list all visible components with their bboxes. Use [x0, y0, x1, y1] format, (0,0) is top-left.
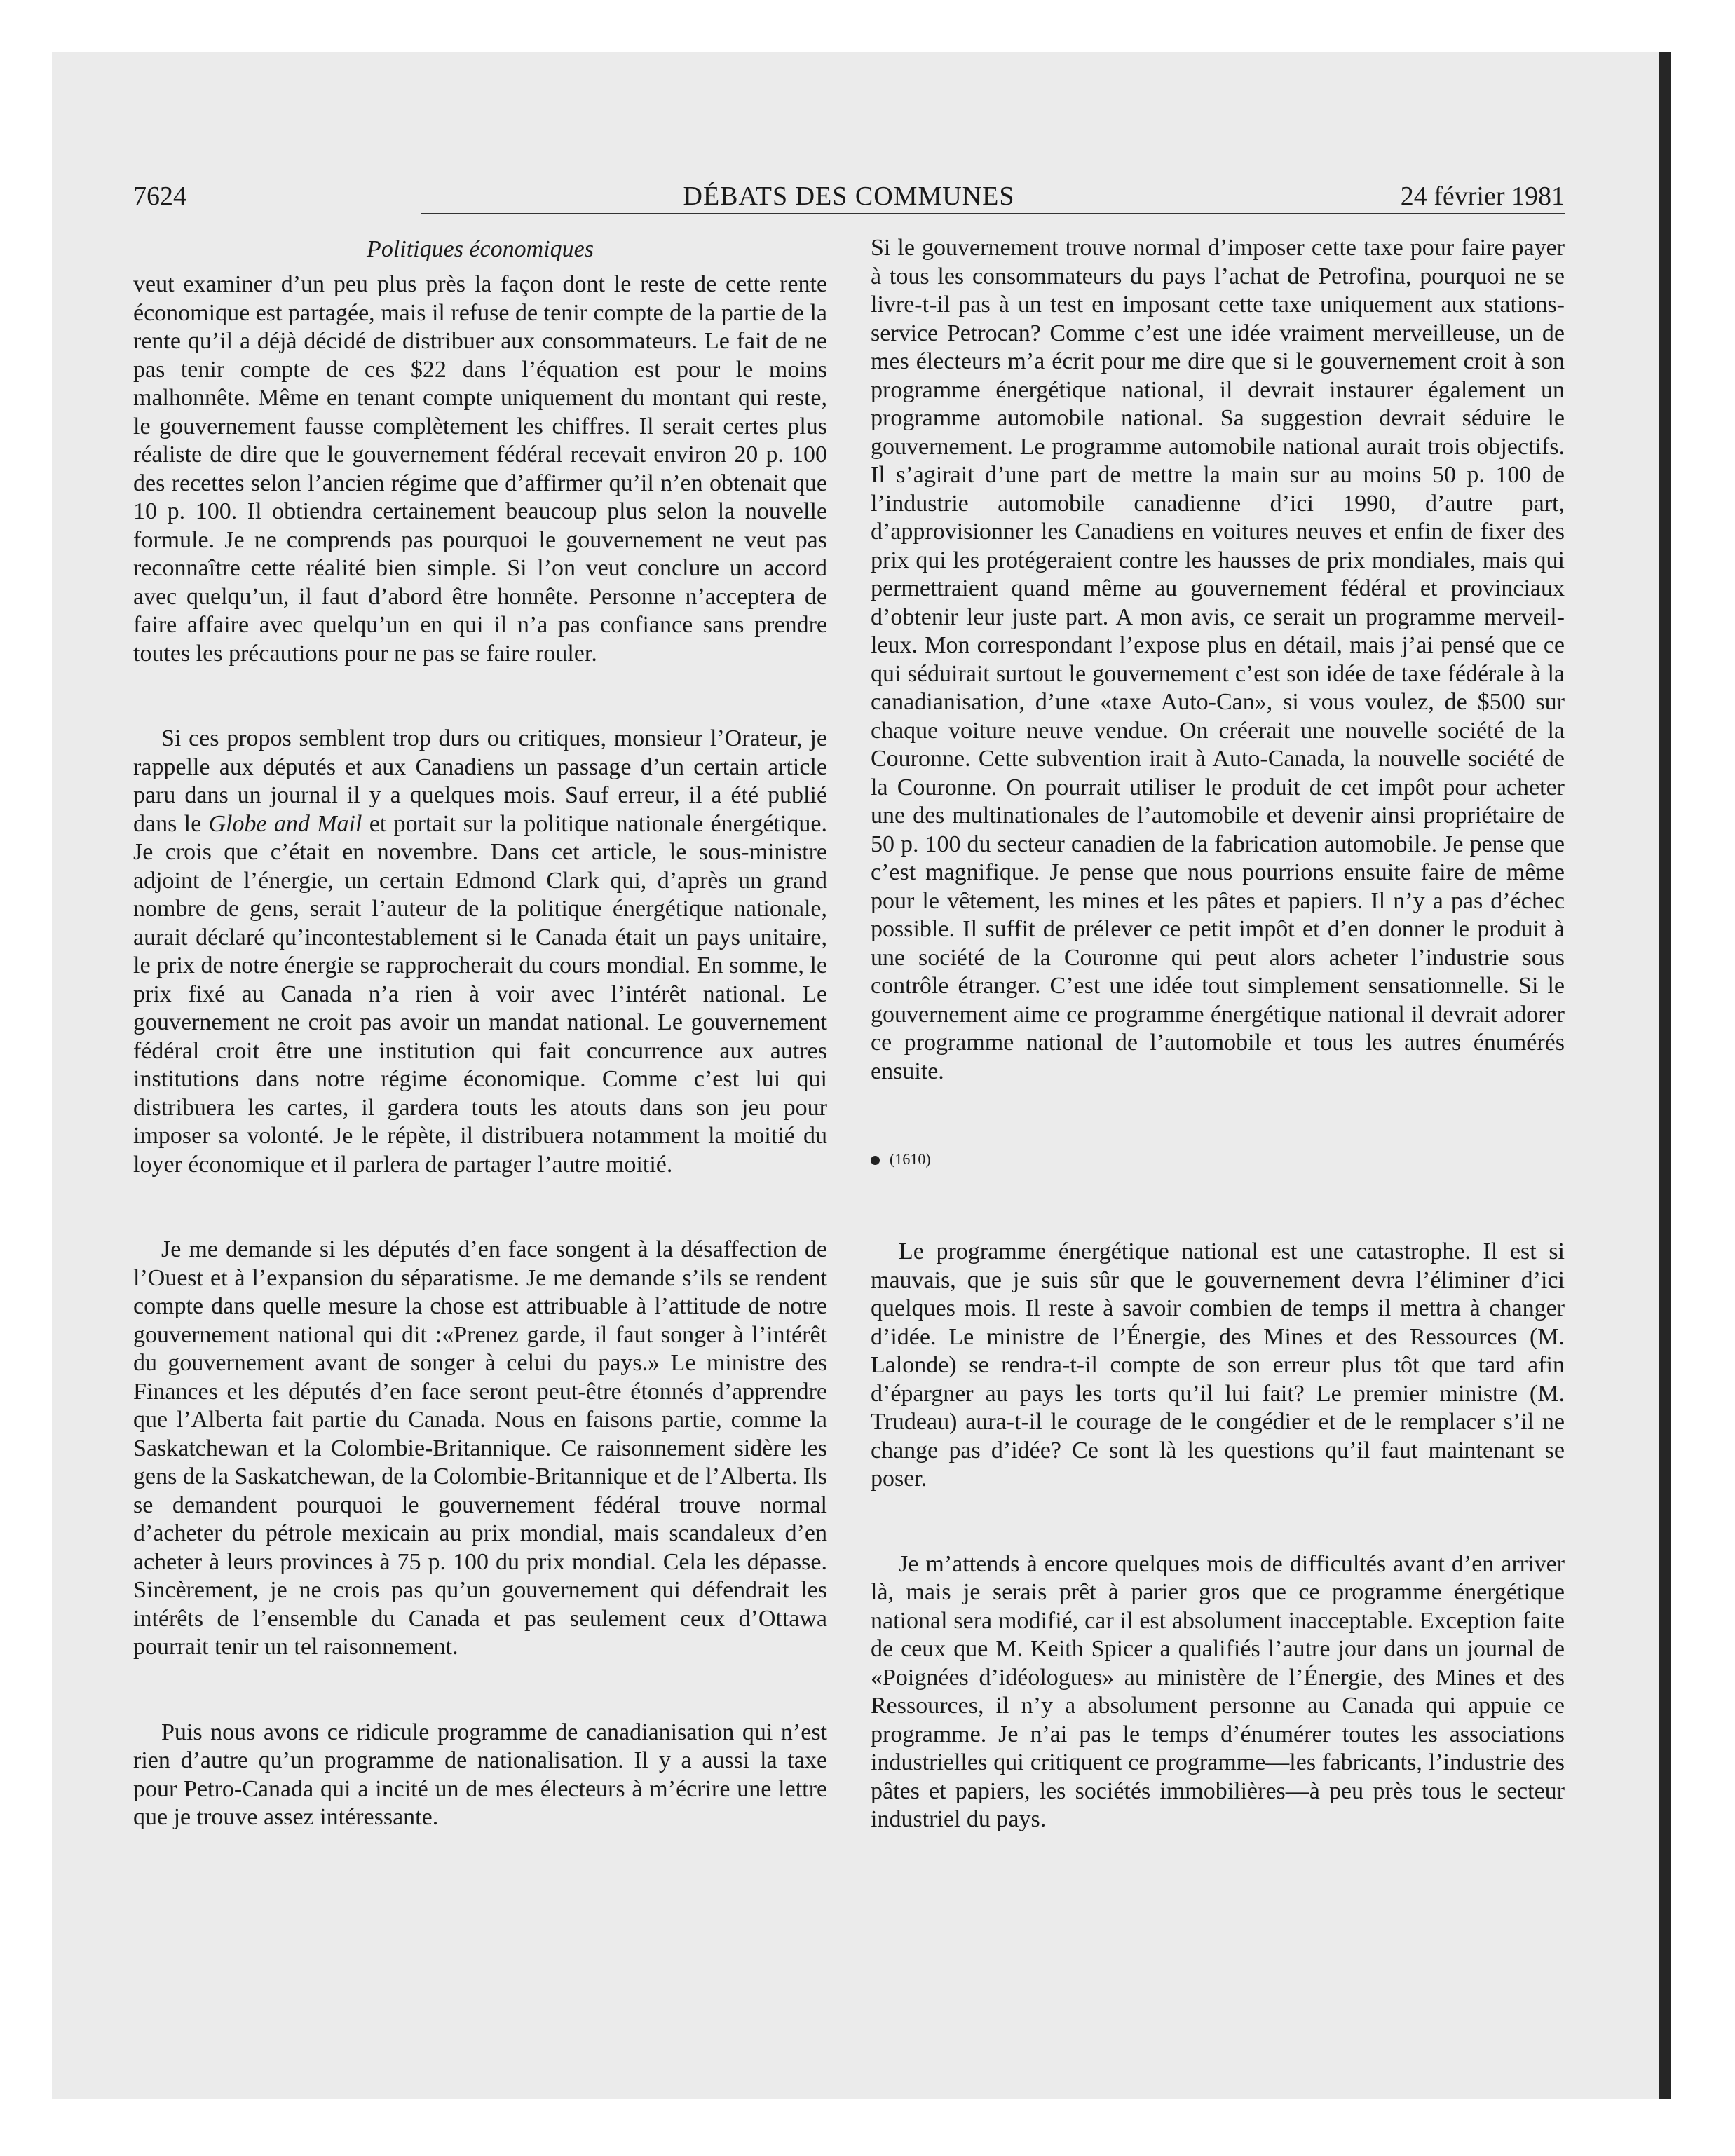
paragraph: Je m’attends à encore quelques mois de difficultés avant d’en arriver là, mais je serais prêt à parier gros que ce programme énergétique national sera modifié, car il est absolument inacceptable. Exception faite de ceux que M. Keith Spicer a qualifiés l’autre jour dans un journal de «Poignées d’idéologues» au ministère de l’Énergie, des Mines et des Ressources, il n’y a absolument personne au Canada qui appuie ce programme. Je n’ai pas le temps d’énumérer toutes les associations industrielles qui critiquent ce programme—les fabricants, l’industrie des pâtes et papiers, les sociétés immobilières—à peu près tous le secteur industriel du pays.: [871, 1550, 1565, 1832]
scan-edge-shadow: [1659, 52, 1671, 2099]
document-page: [133, 181, 1565, 1832]
time-marker: [871, 1145, 1565, 1173]
paragraph: Puis nous avons ce ridicule programme de canadianisation qui n’est rien d’autre qu’un programme de nationalisation. Il y a aussi la taxe pour Petro-Canada qui a incité un de mes électeurs à m’écrire une lettre que je trouve assez intéressante.: [133, 1719, 827, 1830]
section-title: Politiques économiques: [367, 236, 594, 262]
issue-date: 24 février 1981: [1400, 182, 1565, 211]
paragraph: Le programme énergétique national est une catastrophe. Il est si mauvais, que je suis sûr que le gouvernement devra l’éliminer d’ici quelques mois. Il reste à savoir combien de temps il mettra à changer d’idée. Le ministre de l’Énergie, des Mines et des Ressources (M. Lalonde) se rendra-t-il compte de son erreur plus tôt que tard afin d’épargner au pays les torts qu’il lui fait? Le premier ministre (M. Trudeau) aura-t-il le courage de le congédier et de le remplacer s’il ne change pas d’idée? Ce sont là les questions qu’il faut maintenant se poser.: [871, 1239, 1565, 1492]
left-column: [133, 234, 827, 1832]
header-rule: [421, 213, 1565, 214]
paragraph: Je me demande si les députés d’en face songent à la désaffection de l’Ouest et à l’expansion du séparatisme. Je me demande s’ils se rendent compte dans quelle mesure la chose est attribuable à l’attitude de notre gouvernement national qui dit :«Prenez garde, il faut songer à l’intérêt du gouvernement avant de songer à celui du pays.» Le ministre des Finances et les députés d’en face seront peut-être étonnés d’apprendre que l’Alberta fait partie du Canada. Nous en faisons partie, comme la Saskatchewan et la Colombie-Britannique. Ce raisonnement sidère les gens de la Saskatchewan, de la Colombie-Britannique et de l’Alberta. Ils se demandent pourquoi le gouvernement fédéral trouve normal d’acheter du pétrole mexicain au prix mondial, mais scandaleux d’en acheter à leurs provinces à 75 p. 100 du prix mondial. Cela les dépasse. Sincèrement, je ne crois pas qu’un gouvernement qui défendrait les intérêts de l’ensemble du Canada et pas seulement ceux d’Ottawa pourrait tenir un tel raisonnement.: [133, 1236, 827, 1660]
newspaper-name: Globe and Mail: [208, 810, 362, 837]
paragraph: Si le gouvernement trouve normal d’imposer cette taxe pour faire payer à tous les consommateurs du pays l’achat de Petrofina, pourquoi ne se livre-t-il pas à un test en imposant cette taxe uniquement aux stations-service Petrocan? Comme c’est une idée vraiment merveilleuse, un de mes électeurs m’a écrit pour me dire que si le gouvernement croit à son programme énergétique national, il devrait instaurer également un programme automobile national. Sa suggestion devrait séduire le gouvernement. Le programme automobile national aurait trois objectifs. Il s’agirait d’une part de mettre la main sur au moins 50 p. 100 de l’industrie automobile canadienne d’ici 1990, d’autre part, d’approvisionner les Canadiens en voitures neuves et enfin de fixer des prix qui les protégeraient contre les hausses de prix mondiales, mais qui permettraient quand même au gouvernement fédéral et provinciaux d’obtenir leur juste part. A mon avis, ce serait un programme merveilleux. Mon correspondant l’expose plus en détail, mais j’ai pensé que ce qui séduirait surtout le gouvernement c’est son idée de taxe fédérale à la canadianisation, d’une «taxe Auto-Can», si vous voulez, de $500 sur chaque voiture neuve vendue. On créerait une nouvelle société de la Couronne. Cette subvention irait à Auto-Canada, la nouvelle société de la Couronne. On pourrait utiliser le produit de cet impôt pour acheter une des multinationales de l’automobile et devenir ainsi propriétaire de 50 p. 100 du secteur canadien de la fabrication automobile. Je pense que c’est magnifique. Je pense que nous pourrions ensuite faire de même pour le vêtement, les mines et les pâtes et papiers. Il n’y a pas d’échec possible. Il suffit de prélever ce petit impôt et d’en donner le produit à une société de la Couronne qui peut alors acheter l’industrie sous contrôle étranger. C’est une idée tout simplement sensationnelle. Si le gouvernement aime ce programme énergétique national il devrait adorer ce programme national de l’automobile et tous les autres énumérés ensuite.: [871, 235, 1565, 1084]
page-header: [133, 181, 1565, 212]
paragraph: Si ces propos semblent trop durs ou critiques, monsieur l’Orateur, je rappelle aux députés et aux Canadiens un passage d’un certain article paru dans un journal il y a quelques mois. Sauf erreur, il a été publié dans le Globe and Mail et portait sur la politique nationale énergétique. Je crois que c’était en novembre. Dans cet article, le sous-ministre adjoint de l’énergie, un certain Edmond Clark qui, d’après un grand nombre de gens, serait l’auteur de la politique énergétique nationale, aurait déclaré qu’incontestablement si le Canada était un pays unitaire, le prix de notre énergie se rapprocherait du cours mondial. En somme, le prix fixé au Canada n’a rien à voir avec l’intérêt national. Le gouvernement ne croit pas avoir un mandat national. Le gouvernement fédéral croit être une institution qui fait concurrence aux autres institutions dans notre régime économique. Comme c’est lui qui distribuera les cartes, il gardera touts les atouts dans son jeu pour imposer sa volonté. Je le répète, il distribuera notamment la moitié du loyer économique et il parlera de partager l’autre moitié.: [133, 725, 828, 1178]
page-number: 7624: [133, 182, 186, 211]
journal-title: DÉBATS DES COMMUNES: [683, 182, 1015, 211]
right-column: [871, 234, 1565, 1834]
bullet-icon: [871, 1156, 880, 1165]
time-marker-label: (1610): [890, 1150, 931, 1168]
paragraph: veut examiner d’un peu plus près la façon dont le reste de cette rente économique est partagée, mais il refuse de tenir compte de la partie de la rente qu’il a déjà décidé de distribuer aux consommateurs. Le fait de ne pas tenir compte de ces $22 dans l’équation est pour le moins malhonnête. Même en tenant compte uniquement du montant qui reste, le gouvernement fausse complètement les chiffres. Il serait certes plus réaliste de dire que le gouvernement fédéral recevait environ 20 p. 100 des recettes selon l’ancien régime que d’affirmer qu’il n’en obtenait que 10 p. 100. Il obtiendra certainement beaucoup plus selon la nouvelle formule. Je ne comprends pas pourquoi le gouvernement ne veut pas reconnaître cette réalité bien simple. Si l’on veut conclure un accord avec quelqu’un, il faut d’abord être honnête. Personne n’acceptera de faire affaire avec quelqu’un en qui il n’a pas confiance sans prendre toutes les précautions pour ne pas se faire rouler.: [133, 271, 827, 667]
